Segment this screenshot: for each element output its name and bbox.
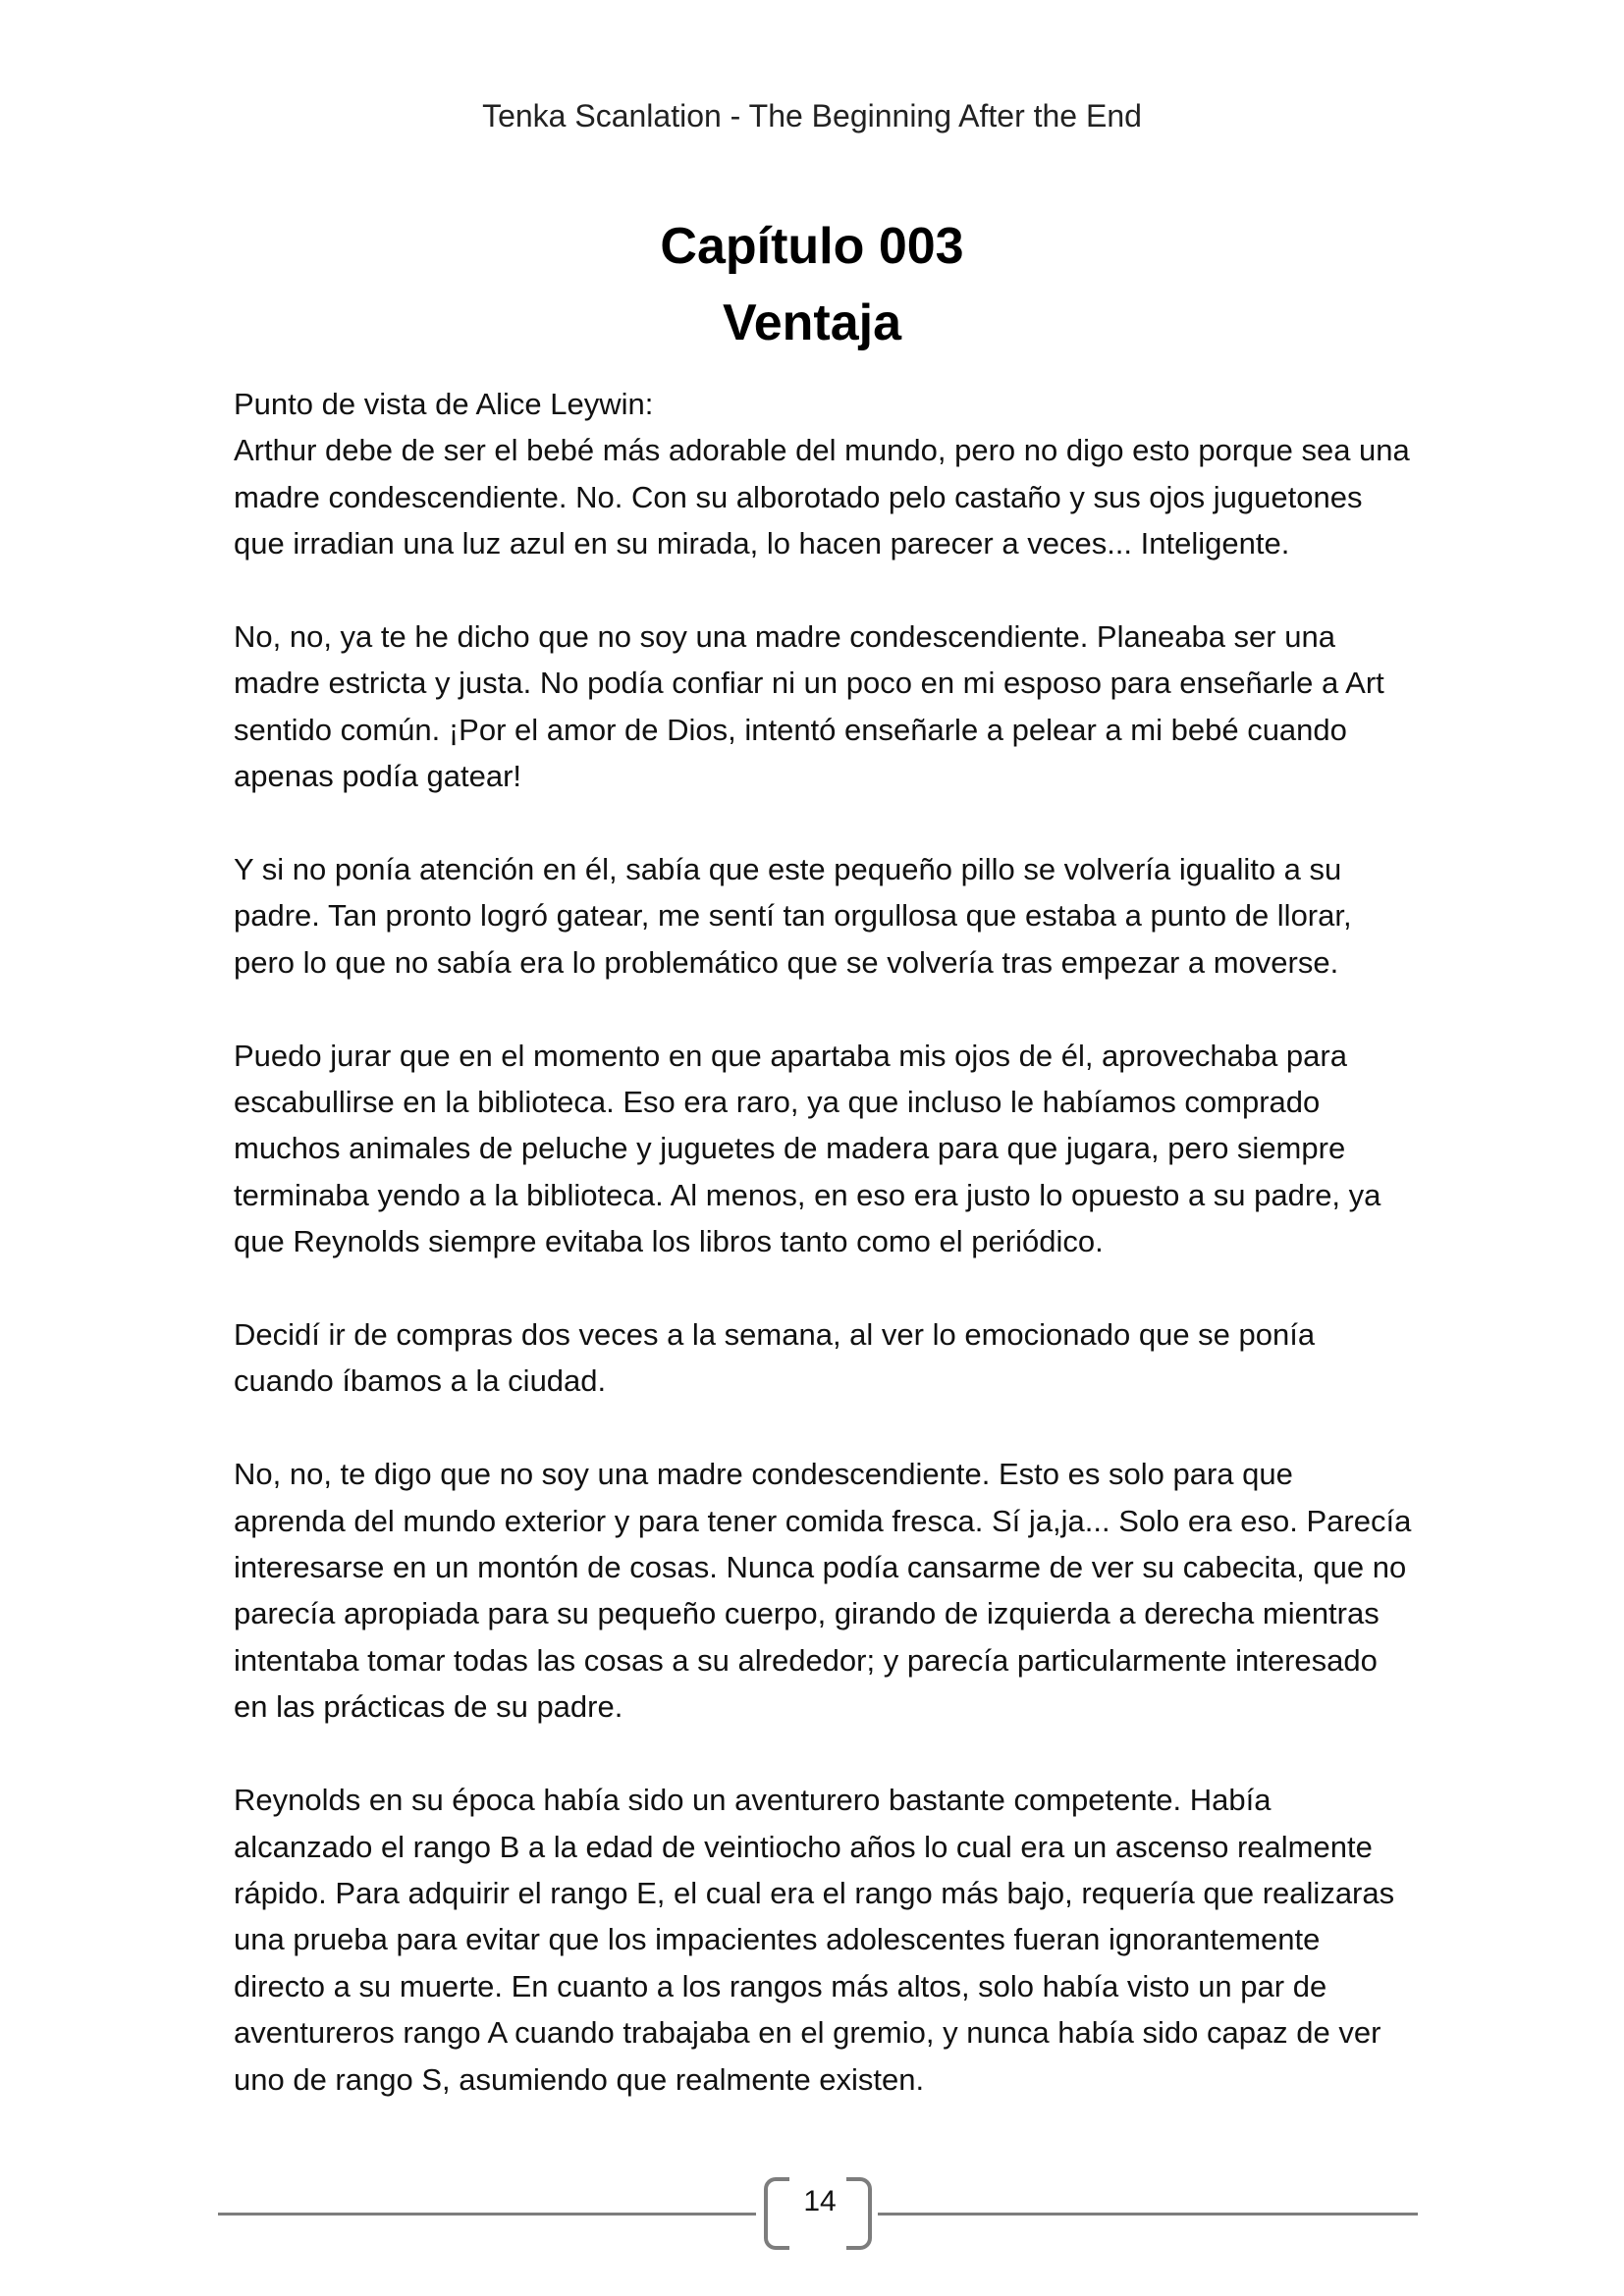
paragraph: Decidí ir de compras dos veces a la semana, al ver lo emocionado que se ponía cuando íbamos a la ciudad. xyxy=(234,1317,1316,1399)
page-number: 14 xyxy=(803,2185,837,2217)
chapter-number: Capítulo 003 xyxy=(660,218,964,275)
footer-rule-left xyxy=(218,2213,756,2216)
paragraph: Y si no ponía atención en él, sabía que este pequeño pillo se volvería igualito a su padre. Tan pronto logró gatear, me sentí tan orgullosa que estaba a punto de llorar, pero lo que no sabía era lo problemático que se volvería tras empezar a moverse. xyxy=(234,852,1352,980)
paragraph-pov: Punto de vista de Alice Leywin: xyxy=(234,387,654,421)
paragraph: Puedo jurar que en el momento en que apartaba mis ojos de él, aprovechaba para escabullirse en la biblioteca. Eso era raro, ya que incluso le habíamos comprado muchos animales de peluche y juguetes de madera para que jugara, pero siempre terminaba yendo a la biblioteca. Al menos, en eso era justo lo opuesto a su padre, ya que Reynolds siempre evitaba los libros tanto como el periódico. xyxy=(234,1038,1381,1259)
running-header: Tenka Scanlation - The Beginning After the End xyxy=(482,98,1142,133)
chapter-heading xyxy=(0,208,1624,361)
paragraph: Reynolds en su época había sido un aventurero bastante competente. Había alcanzado el rango B a la edad de veintiocho años lo cual era un ascenso realmente rápido. Para adquirir el rango E, el cual era el rango más bajo, requería que realizaras una prueba para evitar que los impacientes adolescentes fueran ignorantemente directo a su muerte. En cuanto a los rangos más altos, solo había visto un par de aventureros rango A cuando trabajaba en el gremio, y nunca había sido capaz de ver uno de rango S, asumiendo que realmente existen. xyxy=(234,1783,1395,2097)
footer-rule-right xyxy=(878,2213,1418,2216)
bracket-right-icon xyxy=(846,2177,872,2250)
paragraph: No, no, ya te he dicho que no soy una madre condescendiente. Planeaba ser una madre estricta y justa. No podía confiar ni un poco en mi esposo para enseñarle a Art sentido común. ¡Por el amor de Dios, intentó enseñarle a pelear a mi bebé cuando apenas podía gatear! xyxy=(234,619,1384,794)
body-text xyxy=(234,381,1412,2149)
page-footer xyxy=(218,2173,1418,2252)
paragraph: No, no, te digo que no soy una madre condescendiente. Esto es solo para que aprenda del mundo exterior y para tener comida fresca. Sí ja,ja... Solo era eso. Parecía interesarse en un montón de cosas. Nunca podía cansarme de ver su cabecita, que no parecía apropiada para su pequeño cuerpo, girando de izquierda a derecha mientras intentaba tomar todas las cosas a su alrededor; y parecía particularmente interesado en las prácticas de su padre. xyxy=(234,1457,1412,1725)
chapter-title: Ventaja xyxy=(722,294,902,351)
paragraph: Arthur debe de ser el bebé más adorable del mundo, pero no digo esto porque sea una madre condescendiente. No. Con su alborotado pelo castaño y sus ojos juguetones que irradian una luz azul en su mirada, lo hacen parecer a veces... Inteligente. xyxy=(234,433,1410,561)
